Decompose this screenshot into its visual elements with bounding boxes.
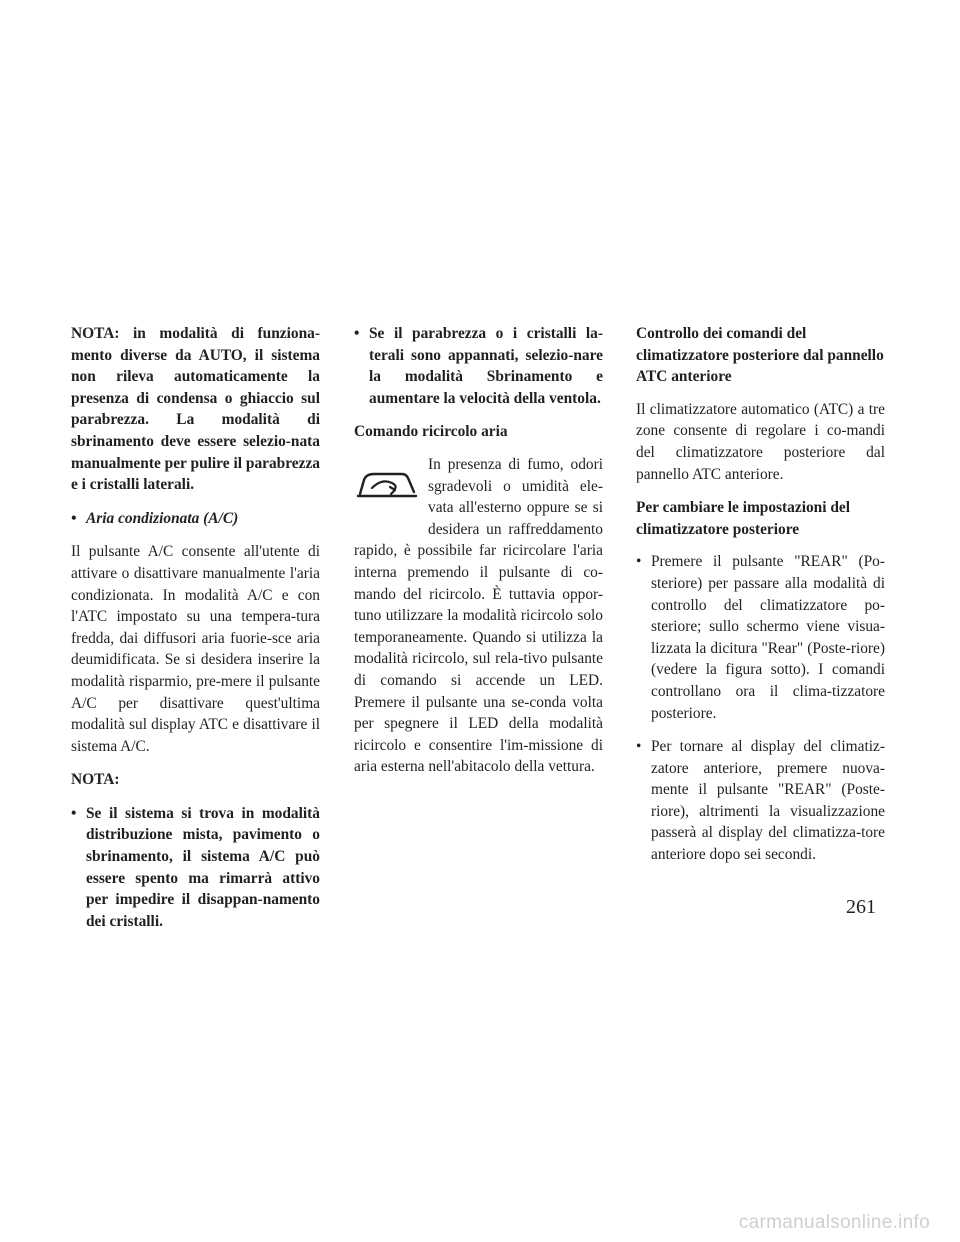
rear-control-paragraph: Il climatizzatore automatico (ATC) a tre zone consente di regolare i co-mandi del climatizzatore posteriore dal pannello ATC anteriore.: [636, 400, 885, 483]
footer-watermark: carmanualsonline.info: [738, 1212, 930, 1233]
column-left: [71, 323, 320, 944]
note-label: NOTA:: [71, 771, 120, 789]
rear-control-heading: Controllo dei comandi del climatizzatore posteriore dal pannello ATC anteriore: [636, 325, 884, 386]
defog-bullets: [354, 323, 603, 409]
air-recirculation-icon: [354, 456, 428, 522]
note-defrost: NOTA: in modalità di funziona-mento diverse da AUTO, il sistema non rileva automaticamente la presenza di condensa o ghiaccio sul parabrezza. La modalità di sbrinamento deve essere selezio-nata manualmente per pulire il parabrezza e i cristalli laterali.: [71, 325, 320, 494]
bullet-defog: • Se il parabrezza o i cristalli la-terali sono appannati, selezio-nare la modalità Sbrinamento e aumentare la velocità della ventola.: [354, 323, 603, 409]
ac-paragraph: Il pulsante A/C consente all'utente di attivare o disattivare manualmente l'aria condizionata. In modalità A/C e con l'ATC impostato su una tempera-tura fredda, dai diffusori aria fuorie-sce aria deumidificata. Se si desidera inserire la modalità risparmio, pre-mere il pulsante A/C per disattivare quest'ultima modalità sul display ATC e disattivare il sistema A/C.: [71, 543, 320, 755]
bullet-rear-press: • Premere il pulsante "REAR" (Po-steriore) per passare alla modalità di controllo del climatizzatore po-steriore; sullo schermo viene visua-lizzata la dicitura "Rear" (Poste-riore) (vedere la figura sotto). I comandi controllano ora il clima-tizzatore posteriore.: [636, 551, 885, 724]
rear-settings-heading: Per cambiare le impostazioni del climatizzatore posteriore: [636, 499, 851, 538]
recirc-heading: Comando ricircolo aria: [354, 423, 508, 441]
recirc-paragraph: In presenza di fumo, odori sgradevoli o umidità ele-vata all'esterno oppure se si desidera un raffreddamento rapido, è possibile far ricircolare l'aria interna premendo il pulsante di co-mando del ricircolo. È tuttavia oppor-tuno utilizzare la modalità ricircolo solo temporaneamente. Quando si utilizza la modalità ricircolo, sul rela-tivo pulsante di comando si accende un LED. Premere il pulsante una se-conda volta per spegnere il LED della modalità ricircolo e consentire l'im-missione di aria esterna nell'abitacolo della vettura.: [354, 455, 603, 776]
page-number: 261: [846, 896, 876, 918]
ac-heading-list: [71, 508, 320, 530]
bullet-front-return: • Per tornare al display del climatiz-zatore anteriore, premere nuova-mente il pulsante "REAR" (Poste-riore), altrimenti la visualizzazione passerà al display del climatizza-tore anteriore dopo sei secondi.: [636, 736, 885, 866]
column-middle: [354, 323, 603, 790]
rear-settings-bullets: [636, 551, 885, 865]
note-bullet-ac-mode: • Se il sistema si trova in modalità distribuzione mista, pavimento o sbrinamento, il sistema A/C può essere spento ma rimarrà attivo per impedire il disappan-namento dei cristalli.: [71, 803, 320, 933]
ac-heading: • Aria condizionata (A/C): [71, 508, 320, 530]
column-right: [636, 323, 885, 878]
recirc-section: [354, 454, 603, 778]
note-bullets: [71, 803, 320, 933]
